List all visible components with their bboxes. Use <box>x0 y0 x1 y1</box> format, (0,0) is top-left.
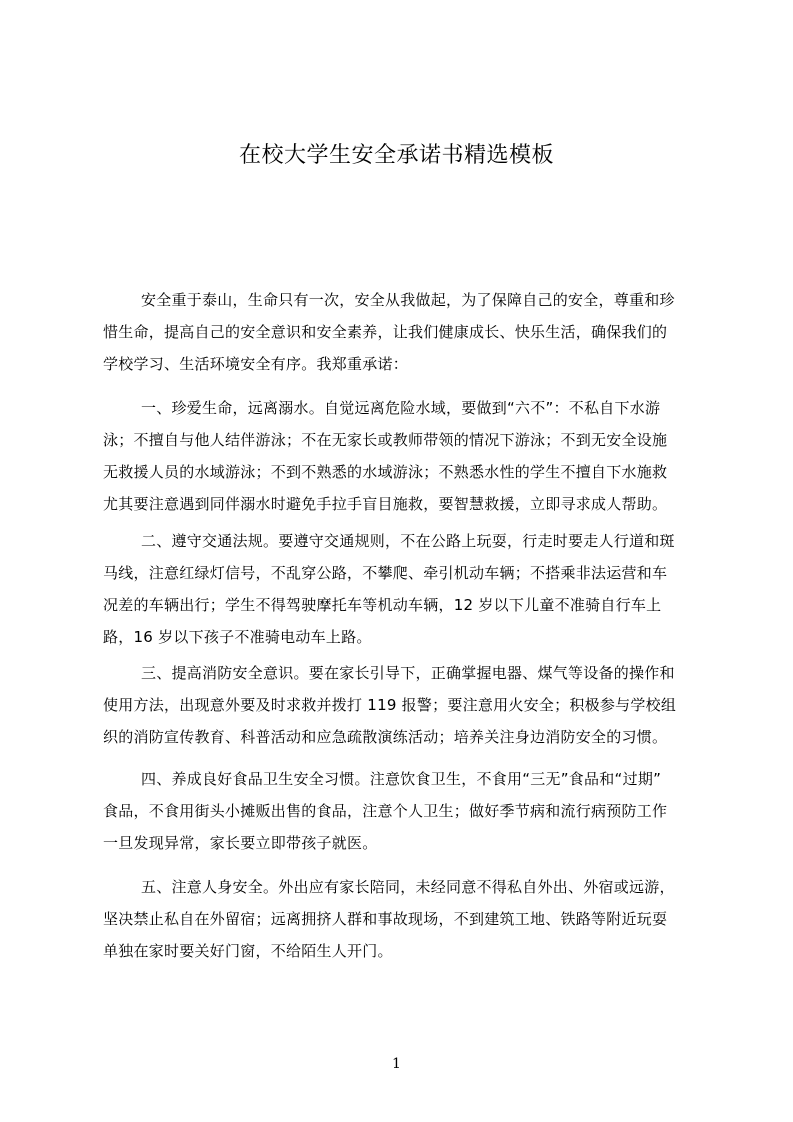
paragraph-line: 织的消防宣传教育、科普活动和应急疏散演练活动；培养关注身边消防安全的习惯。 <box>103 728 668 746</box>
paragraph-line: 惜生命，提高自己的安全意识和安全素养，让我们健康成长、快乐生活，确保我们的 <box>103 323 668 341</box>
paragraph-line: 况差的车辆出行；学生不得驾驶摩托车等机动车辆，12 岁以下儿童不准骑自行车上 <box>103 596 662 614</box>
paragraph-line: 坚决禁止私自在外留宿；远离拥挤人群和事故现场，不到建筑工地、铁路等附近玩耍 <box>103 910 668 928</box>
water-safety-paragraph <box>103 392 703 520</box>
document-title: 在校大学生安全承诺书精选模板 <box>238 143 554 168</box>
paragraph-line: 路，16 岁以下孩子不准骑电动车上路。 <box>103 628 372 646</box>
paragraph-line: 五、注意人身安全。外出应有家长陪同，未经同意不得私自外出、外宿或远游， <box>141 878 675 896</box>
paragraph-line: 单独在家时要关好门窗，不给陌生人开门。 <box>103 942 393 960</box>
paragraph-line: 食品，不食用街头小摊贩出售的食品，注意个人卫生；做好季节病和流行病预防工作 <box>103 802 668 820</box>
paragraph-line: 安全重于泰山，生命只有一次，安全从我做起，为了保障自己的安全，尊重和珍 <box>141 291 675 309</box>
intro-paragraph <box>103 284 703 380</box>
paragraph-line: 马线，注意红绿灯信号，不乱穿公路，不攀爬、牵引机动车辆；不搭乘非法运营和车 <box>103 564 668 582</box>
paragraph-line: 泳；不擅自与他人结伴游泳；不在无家长或教师带领的情况下游泳；不到无安全设施 <box>103 431 668 449</box>
paragraph-line: 四、养成良好食品卫生安全习惯。注意饮食卫生，不食用“三无”食品和“过期” <box>141 770 662 788</box>
paragraph-line: 一旦发现异常，家长要立即带孩子就医。 <box>103 834 378 852</box>
paragraph-line: 使用方法，出现意外要及时求救并拨打 119 报警；要注意用火安全；积极参与学校组 <box>103 696 677 714</box>
paragraph-line: 学校学习、生活环境安全有序。我郑重承诺： <box>103 355 409 373</box>
paragraph-line: 无救援人员的水域游泳；不到不熟悉的水域游泳；不熟悉水性的学生不擅自下水施救 <box>103 463 668 481</box>
paragraph-line: 三、提高消防安全意识。要在家长引导下，正确掌握电器、煤气等设备的操作和 <box>141 664 675 682</box>
paragraph-line: 尤其要注意遇到同伴溺水时避免手拉手盲目施救，要智慧救援，立即寻求成人帮助。 <box>103 495 668 513</box>
personal-safety-paragraph <box>103 871 703 967</box>
paragraph-line: 二、遵守交通法规。要遵守交通规则，不在公路上玩耍，行走时要走人行道和斑 <box>141 532 675 550</box>
traffic-safety-paragraph <box>103 525 703 653</box>
fire-safety-paragraph <box>103 657 703 753</box>
food-safety-paragraph <box>103 763 703 859</box>
page-number: 1 <box>392 1056 401 1072</box>
paragraph-line: 一、珍爱生命，远离溺水。自觉远离危险水域，要做到“六不”：不私自下水游 <box>141 399 661 417</box>
